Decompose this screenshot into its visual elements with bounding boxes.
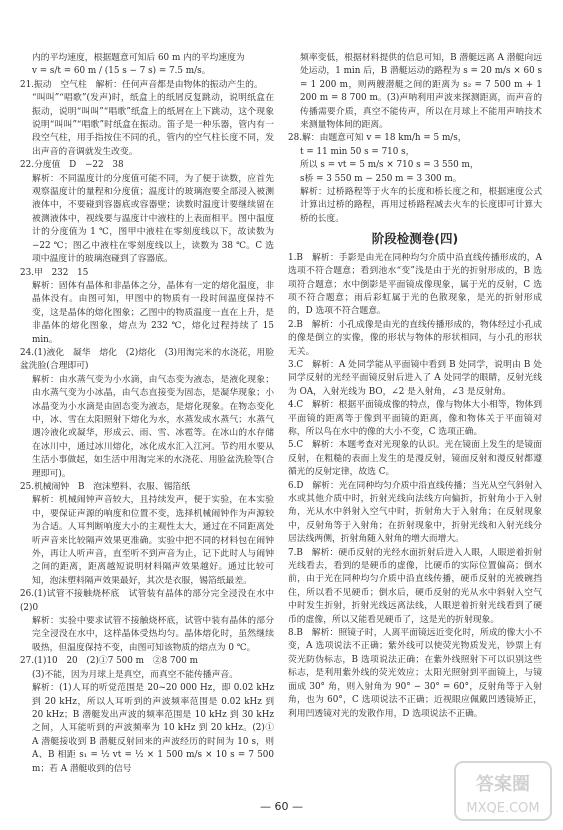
answer-paragraph: 8.B 解析：照镜子时，人离平面镜远近变化时，所成的像大小不变，A 选项说法不正确；紫外线可以使荧光物质发光，钞票上有荧光防伪标志，B 选项说法正确；在紫外线照射下可以识别这些标志，是利用紫外线的荧光效应；太阳光照射到平面镜上，与镜面成 30° 角，则入射角为 90° − 30° = 60°，反射角等于入射角，也为 60°，C 选项说法不正确；近视眼应佩戴凹透镜矫正，利用凹透镜对光的发散作用，D 选项说法不正确。 <box>288 628 542 719</box>
answer-paragraph: 6.D 解析：光在同种均匀介质中沿直线传播；当光从空气斜射入水或其他介质中时，折射光线向法线方向偏折，折射角小于入射角，光从水中斜射入空气中时，折射角大于入射角；在反射现象中，反射角等于入射角；在折射现象中，折射光线和入射光线分居法线两侧，折射角随入射角的增大而增大。 <box>288 480 542 545</box>
svg-text:答案圈: 答案圈 <box>476 774 530 795</box>
answer-paragraph: 内的平均速度，根据题意可知后 60 m 内的平均速度为 <box>32 53 245 63</box>
answer-paragraph: t = 11 min 50 s = 710 s， <box>300 146 415 157</box>
right-column <box>288 52 542 721</box>
answer-paragraph: 4.C 解析：根据平面镜成像的特点，像与物体大小相等，物体到平面镜的距离等于像到平面镜的距离，像和物体关于平面镜对称，所以鸟在水中的像的大小不变，C 选项正确。 <box>288 400 542 437</box>
answer-paragraph: 28.解：由题意可知 v = 18 km/h = 5 m/s， <box>288 133 467 144</box>
answer-paragraph: s桥 = 3 550 m − 250 m = 3 300 m。 <box>300 173 462 184</box>
answer-paragraph: 所以 s = vt = 5 m/s × 710 s = 3 550 m， <box>300 160 479 171</box>
svg-text:MXQE.COM: MXQE.COM <box>466 801 540 816</box>
answer-paragraph: 解析：机械闹钟声音较大，且持续发声，便于实验，在本实验中，要保证声源的响度和位置不变，选择机械闹钟作为声源较为合适。人耳判断响度大小的主观性太大，通过在不同距离处听声音来比较隔声效果更准确。实验中把不同的材料包在闹钟外，再让人听声音，直至听不到声音为止，记下此时人与闹钟之间的距离，距离越短说明材料隔声效果越好。通过比较可知，泡沫塑料隔声效果最好，其次是衣服，锡箔纸最差。 <box>32 495 274 586</box>
answer-paragraph: v = s/t = 60 m / (15 s − 7 s) = 7.5 m/s。 <box>32 66 211 77</box>
answer-paragraph: 解析：由水蒸气变为小水滴，由气态变为液态，是液化现象；由水蒸气变为小冰晶，由气态直接变为固态，是凝华现象；小冰晶变为小水滴是由固态变为液态，是熔化现象。在物态变化中，冰、雪在太阳照射下熔化为水，水蒸发成水蒸气；水蒸气遇冷液化或凝华，形成云、雨、雪、冰雹等。在冰山的水存储在冰川中，通过冰川熔化，冰化成水汇入江河。节约用水要从生活小事做起，如生活中用淘完米的水浇花、用脸盆洗脸等(合理即可)。 <box>32 374 274 479</box>
answer-paragraph: 解析：固体有晶体和非晶体之分，晶体有一定的熔化温度，非晶体没有。由图可知，甲图中的物质有一段时间温度保持不变，这是晶体的熔化图象；乙图中的物质温度一直在上升，是非晶体的熔化图象，熔点为 232 ℃，熔化过程持续了 15 min。 <box>32 280 274 345</box>
answer-paragraph: 频率变低，根据材料提供的信息可知，B 潜艇远离 A 潜艇向远处运动，1 min 后，B 潜艇运动的路程为 s = 20 m/s × 60 s = 1 200 m，则两艘潜艇之间的距离为 s₂ = 7 500 m + 1 200 m = 8 700 m。(3)声呐利用声波来探测距离，而声音的传播需要介质，真空不能传声，所以在月球上不能用声呐技术来测量物体间的距离。 <box>300 53 542 131</box>
answer-paragraph: 5.C 解析：本题考查对光现象的认识。光在镜面上发生的是镜面反射，在粗糙的表面上发生的是漫反射，镜面反射和漫反射都遵循光的反射定律，故选 C。 <box>288 440 542 478</box>
watermark-logo <box>453 760 553 822</box>
answer-paragraph: 解析：不同温度计的分度值可能不同，为了便于读数，应首先观察温度计的量程和分度值；温度计的玻璃泡要全部浸入被测液体中，不要碰到容器底或容器壁；读数时温度计要继续留在被测液体中，视线要与温度计中液柱的上表面相平。图中温度计的分度值为 1 ℃，图甲中液柱在零刻度线以下，故读数为 −22 ℃；图乙中液柱在零刻度线以上，读数为 38 ℃。C 选项中温度计的玻璃泡碰到了容器底。 <box>32 173 274 265</box>
page-number: — 60 — <box>260 800 303 813</box>
answer-paragraph: 解析：过桥路程等于火车的长度和桥长度之和，根据速度公式计算出过桥的路程，再用过桥路程减去火车的长度即可计算大桥的长度。 <box>300 187 542 224</box>
answer-paragraph: 26.(1)试管不接触烧杯底 试管装有晶体的部分完全浸没在水中 (2)0 <box>20 589 283 613</box>
section-title: 阶段检测卷(四) <box>371 231 459 247</box>
answer-paragraph: 24.(1)液化 凝华 熔化 (2)熔化 (3)用淘完米的水浇花，用脸盆洗脸(合理即可) <box>20 347 274 372</box>
answer-paragraph: 21.振动 空气柱 解析：任何声音都是由物体的振动产生的。 <box>20 79 263 90</box>
left-column <box>20 52 283 776</box>
answer-paragraph: 7.B 解析：硬币反射的光经水面折射后进入人眼，人眼逆着折射光线看去，看到的是硬币的虚像，比硬币的实际位置偏高；倒水前，由于光在同种均匀介质中沿直线传播，硬币反射的光被碗挡住，所以看不见硬币；倒水后，硬币反射的光从水中斜射入空气中时发生折射，折射光线远离法线，人眼逆着折射光线看到了硬币的虚像，所以又能看见硬币了，这是光的折射现象。 <box>288 547 542 625</box>
answer-paragraph: 解析：实验中要求试管不接触烧杯底，试管中装有晶体的部分完全浸没在水中，这样晶体受热均匀。晶体熔化时，虽然继续吸热，但温度保持不变，由图可知该物质的熔点为 0 ℃。 <box>32 616 274 653</box>
answer-paragraph: 解析：(1)人耳的听觉范围是 20~20 000 Hz，即 0.02 kHz 到 20 kHz，所以人耳听到的声波频率范围是 0.02 kHz 到 20 kHz；B 潜艇发出声波的频率范围是 10 kHz 到 30 kHz 之间，人耳能听到的声波频率为 10 kHz 到 20 kHz。(2)① A 潜艇接收到 B 潜艇反射回来的声波经历的时间为 10 s，则 A、B 相距 s₁ = ½ vt = ½ × 1 500 m/s × 10 s = 7 500 m；若 A 潜艇收到的信号 <box>32 683 274 774</box>
answer-paragraph: 27.(1)10 20 (2)①7 500 m ②8 700 m <box>20 656 198 667</box>
answer-paragraph: 23.甲 232 15 <box>20 267 89 278</box>
answer-paragraph: 1.B 解析：手影是由光在同种均匀介质中沿直线传播形成的，A 选项不符合题意；看到池水“变”浅是由于光的折射形成的，B 选项符合题意；水中倒影是平面镜成像现象，属于光的反射，C 选项不符合题意；雨后彩虹属于光的色散现象，是光的折射形成的，D 选项不符合题意。 <box>288 252 542 317</box>
answer-paragraph: 3.C 解析：A 处同学能从平面镜中看到 B 处同学，说明由 B 处同学反射的光经平面镜反射后进入了 A 处同学的眼睛，反射光线为 OA，入射光线为 BO，∠2 是入射角，∠3 是反射角。 <box>288 359 542 397</box>
answer-paragraph: “叫叫”“唱歌”(发声)时，纸盒上的纸屑反复跳动，说明纸盒在振动，说明“叫叫”“唱歌”纸盒上的纸屑在上下跳动，这个现象说明“叫叫”“唱歌”时纸盒在振动。笛子是一种乐器，管内有一段空气柱，用手指按住不同的孔，管内的空气柱长度不同，发出声音的音调就发生改变。 <box>32 93 274 157</box>
answer-paragraph: 22.分度值 D −22 38 <box>20 160 124 171</box>
answer-paragraph: (3)不能，因为月球上是真空，而真空不能传播声音。 <box>32 669 238 680</box>
answer-paragraph: 25.机械闹钟 B 泡沫塑料、衣服、锡箔纸 <box>20 482 191 492</box>
answer-paragraph: 2.B 解析：小孔成像是由光的直线传播形成的，物体经过小孔成的像是倒立的实像，像的形状与物体的形状相同，与小孔的形状无关。 <box>288 319 542 357</box>
